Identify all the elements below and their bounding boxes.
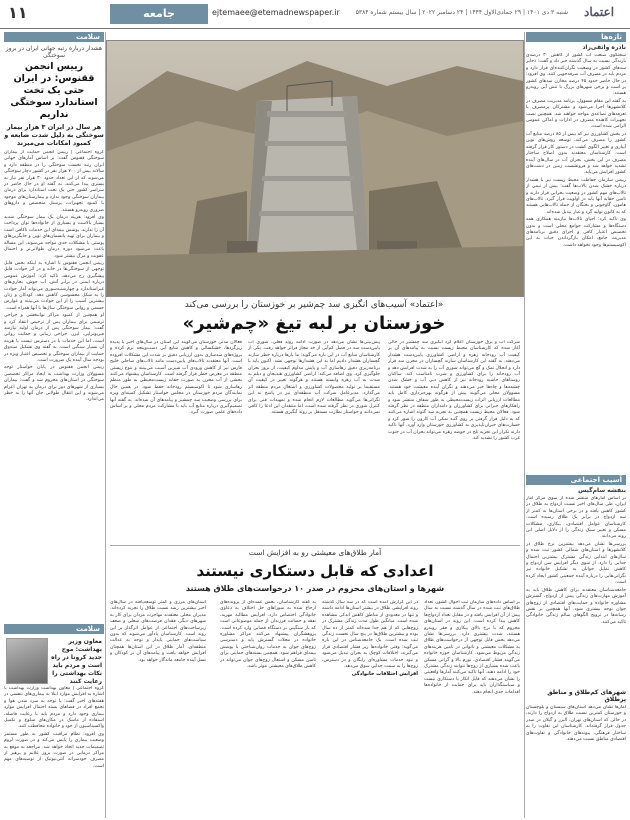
right-article-body [526,53,626,471]
bottom-article-col-d: استان‌های مرزی و کمتر توسعه‌یافته در سال‌های اخیر بیشترین رشد نسبت طلاق را تجربه کرده‌اند. مدیران محلی معتقدند مهاجرت مردان برای کار به شهرهای دیگر، فقدان فرصت‌های شغلی و ضعف زیرساخت‌های اجتماعی از عوامل اثرگذار بر این روند است. کارشناسان یادآور می‌شوند که بدون سیاست‌های حمایتی پایدار و توجه به عدالت منطقه‌ای، آمار طلاق در این استان‌ها همچنان افزایش خواهد یافت و پیامدهای آن بر کودکان و نسل آینده جامعه ماندگار خواهد بود. [110,600,206,663]
right-section-bar-2: آسیب اجتماعی [526,475,626,485]
column-divider [524,32,525,818]
bottom-headline: اعدادی که قابل دستکاری نیستند [196,562,434,580]
paragraph: جامعه‌شناسان معتقدند برای کاهش طلاق باید به آموزش مهارت‌های زندگی پیش از ازدواج، گسترش مشاوره خانواده و حمایت‌های اقتصادی از زوج‌های جوان توجه بیشتری شود. آنها همچنین بر نقش رسانه‌ها در ترویج الگوهای سالم زندگی خانوادگی تاکید می‌کنند. [526,587,626,625]
left-section-bar-2: سلامت [4,624,104,634]
left-article-body-2 [4,686,104,806]
paragraph: او همچنین از کمبود مراکز توانبخشی و جراحی ترمیمی برای بیماران پس از ترخیص انتقاد کرد و گفت: بیمار سوختگی پس از درمان اولیه نیازمند فیزیوتراپی، لیزر، جراحی زیبایی و حمایت روانی است، اما این خدمات یا در دسترس نیست یا هزینه آن بسیار سنگین است. به گفته وی تشکیل صندوق حمایت از بیماران سوختگی و تخصیص اعتبار ویژه در بودجه سال آینده یک ضرورت است. [4,313,104,363]
left-quote: معاون وزیر بهداشت: موج جدید کرونا در راه است و مردم باید نکات بهداشتی را رعایت کنند [51,638,102,685]
page-header [0,0,630,29]
right-article-body-3: آمارها نشان می‌دهد استان‌های سیستان و بلوچستان و خوزستان کمترین نسبت طلاق به ازدواج را دارند، در حالی که استان‌های تهران، البرز و گیلان در صدر جدول قرار گرفته‌اند. کارشناسان این تفاوت را به ساختار فرهنگی، پیوندهای خانوادگی و تفاوت‌های اقتصادی مناطق نسبت می‌دهند. [526,705,626,743]
main-article-col-middle: پیش‌بینی‌ها نشان می‌دهد در صورت ادامه روند فعلی، شوری آب پایین‌دست سد در فصل کم‌آبی از حد مجاز فراتر خواهد رفت. یکی از کارشناسان منابع آب در این باره می‌گوید: ما بارها درباره خطر سازند گچساران هشدار دادیم اما به این هشدارها توجهی نشد. اکنون باید با برنامه‌ریزی دقیق رهاسازی آب و پایش مداوم کیفیت، از بروز بحران جلوگیری کرد. وی اضافه می‌کند: اراضی کشاورزی هندیجان و دیلم به شدت به آب زهره وابسته هستند و هرگونه تغییر در کیفیت آن مستقیما بر تولید محصولات کشاورزی و اشتغال مردم منطقه اثر می‌گذارد. مدیرعامل شرکت آب منطقه‌ای نیز در پاسخ به این نگرانی‌ها می‌گوید مطالعات لازم انجام شده و تمهیدات فنی برای کنترل شوری در نظر گرفته شده است، اما منتقدان این ادعا را کافی نمی‌دانند و خواستار نظارت مستقل بر روند آبگیری هستند. [248,340,380,416]
paragraph: سخنگوی صنعت آب کشور از کاهش ۳۰ درصدی بارندگی نسبت به سال گذشته خبر داد و گفت: ذخایر سدهای کشور در وضعیت نگران‌کننده‌ای قرار دارد و مردم باید در مصرف آب صرفه‌جویی کنند. وی افزود: در حال حاضر حدود ۴۵ درصد مخازن سدهای کشور پر است و برخی شهرهای بزرگ با تنش آبی روبه‌رو هستند. [526,53,626,97]
paragraph: وی تاکید کرد: احیای تالاب‌ها نیازمند همکاری همه دستگاه‌ها و مشارکت جوامع محلی است و بدون تخصیص اعتبار کافی و اجرای دقیق برنامه‌های مدیریت جامع، امکان بازگرداندن حیات به این اکوسیستم‌ها وجود نخواهد داشت. [526,217,626,248]
main-article-col-left: فعالان مدنی خوزستان می‌گویند این استان در سال‌های اخیر با پدیده ریزگردها، خشکسالی و کاهش منابع آبی دست‌وپنجه نرم کرده و پروژه‌های سدسازی بدون ارزیابی دقیق بر شدت این مشکلات افزوده است. آنها معتقدند تالاب‌های پایین‌دست مانند تالاب‌های ساحلی خلیج فارس نیز از کاهش ورودی آب شیرین آسیب می‌بینند و تنوع زیستی منطقه در معرض خطر قرار گرفته است. کارشناسان پیشنهاد می‌کنند بخشی از آب مخزن به صورت حقابه زیست‌محیطی به طور منظم رهاسازی شود تا اکوسیستم رودخانه حفظ شود. در همین حال نمایندگان مردم خوزستان در مجلس خواستار تشکیل کمیته‌ای ویژه برای بررسی وضعیت سد چمشیر و پیامدهای آن شده‌اند. به گفته آنها تصمیم‌گیری درباره منابع آب باید با مشارکت مردم محلی و بر اساس داده‌های علمی صورت گیرد. [110,340,242,416]
paragraph: به گفته این مقام مسوول، برنامه مدیریت مصرف در کلانشهرها اجرا می‌شود و مشترکان پرمصرف با تعرفه‌های تصاعدی مواجه خواهند شد. همچنین نصب تجهیزات کاهنده مصرف در ادارات و اماکن عمومی الزامی شده است. [526,98,626,130]
paragraph: رییس انجمن ققنوس با اشاره به اینکه بخش قابل توجهی از سوختگی‌ها در خانه و در اثر حوادث قابل پیشگیری رخ می‌دهد، تاکید کرد: آموزش عمومی درباره ایمنی در برابر آتش، آب جوش، بخاری‌های غیراستاندارد و چهارشنبه‌سوری می‌تواند آمار حوادث را به شکل محسوسی کاهش دهد. کودکان و زنان بیشترین آسیب را از این حوادث می‌بینند و عوارض جسمی و روانی سوختگی سال‌ها با آنها همراه است. [4,260,104,311]
left-column [4,32,104,818]
right-author-2: بنفشه سام‌گیس [578,487,626,494]
left-kicker: هشدار درباره رتبه جهانی ایران در بروز سوختگی [5,45,103,59]
section-email[interactable]: ejtemaee@etemadnewspaper.ir [212,8,340,17]
bottom-article-col-b [322,600,418,816]
right-section-bar: تازه‌ها [526,32,626,42]
story-divider [110,545,520,546]
newspaper-logo: اعتماد [583,5,615,19]
left-headline: رییس انجمن ققنوس: در ایران حتی یک تخت استاندارد سوختگی نداریم [10,61,98,120]
left-subhead: هر سال در ایران ۳ هزار بیمار سوختگی به دلیل شدت ضایعه و کمبود امکانات می‌میرند [4,123,104,147]
right-subhead: شهرهای کم‌طلاق و مناطق پرطلاق [547,689,626,703]
paragraph: وی افزود: نظام مراقبت کشور به طور مستمر وضعیت بیماری را پایش می‌کند و در صورت لزوم تصمیمات جدید اتخاذ خواهد شد. مراجعه به موقع به مراکز درمانی در صورت بروز علایم و پرهیز از مصرف خودسرانه آنتی‌بیوتیک از توصیه‌های مهم است. [4,731,104,769]
paragraph: در بخش کشاورزی نیز که بیش از ۸۵ درصد منابع آب کشور را مصرف می‌کند، توسعه روش‌های نوین آبیاری و تغییر الگوی کشت در دستور کار قرار گرفته است. کارشناسان معتقدند بدون اصلاح ساختار مصرف در این بخش، بحران آب در سال‌های آینده تشدید خواهد شد و فرونشست زمین در دشت‌های کشور افزایش می‌یابد. [526,131,626,176]
left-article-body [4,150,104,620]
paragraph: وی افزود: هزینه درمان یک بیمار سوختگی شدید بسیار بالاست و بسیاری از خانواده‌ها توان پرداخت آن را ندارند. پوشش بیمه‌ای این خدمات ناکافی است و بیماران برای تهیه پانسمان‌های نوین و جایگزین‌های پوستی با مشکلات جدی مواجه می‌شوند. این مساله باعث می‌شود دوره درمان طولانی‌تر و احتمال عفونت و مرگ بیشتر شود. [4,215,104,259]
right-author: نادره واثقی‌راد [582,44,626,51]
main-article-col-right: شرکت آب و برق خوزستان اعلام کرد آبگیری سد چمشیر در حالی آغاز شده که کارشناسان محیط زیست نسبت به پیامدهای آن بر کیفیت آب رودخانه زهره و اراضی کشاورزی پایین‌دست هشدار می‌دهند. به گفته این کارشناسان سازند گچساران در مخزن سد قرار دارد و انحلال نمک و گچ می‌تواند شوری آب را به شدت افزایش دهد و آب رودخانه را برای کشاورزی و شرب نامناسب کند. ساکنان روستاهای حاشیه رودخانه نیز از کاهش دبی آب و خشک شدن چشمه‌ها و چاه‌ها خبر می‌دهند و نگران آینده معیشت خود هستند. مسوولان محلی می‌گویند پیش از هرگونه بهره‌برداری کامل باید مطالعات ارزیابی اثرات زیست‌محیطی به طور شفاف منتشر شود و راهکارهای جبرانی برای کشاورزان و دامداران منطقه در نظر گرفته شود. فعالان محیط زیست همچنین به تجربه سد گتوند اشاره می‌کنند که به دلیل قرار گرفتن بر روی گنبد نمکی آب کارون را شور کرد و خسارت‌های جبران‌ناپذیری به کشاورزی خوزستان وارد آورد. آنها تاکید دارند تکرار این تجربه تلخ در حوضه زهره می‌تواند بحران آب در جنوب غرب کشور را تشدید کند. [388,340,520,442]
issue-date: شنبه ۳ دی ۱۴۰۱ | ۲۹ جمادی‌الاول ۱۴۴۴ | ۲۴ دسامبر ۲۰۲۲ | سال بیستم شماره ۵۳۸۴ [355,9,568,16]
paragraph: گروه اجتماعی | رییس انجمن حمایت از بیماران سوختگی ققنوس گفت: بر اساس آمارهای جهانی ایران رتبه نخست سوختگی را در منطقه دارد و سالانه بیش از ۷۰۰ هزار نفر در کشور دچار سوختگی می‌شوند که از این تعداد حدود ۳۰ هزار نفر نیاز به بستری پیدا می‌کنند. به گفته او در حال حاضر در سراسر کشور حتی یک تخت استاندارد برای درمان بیماران سوختگی وجود ندارد و بیمارستان‌های موجود با کمبود تجهیزات، پرسنل متخصص و داروهای ضروری روبه‌رو هستند. [4,150,104,213]
right-column [526,32,626,818]
paragraph: رییس انجمن ققنوس در پایان خواستار توجه مسوولان وزارت بهداشت به ایجاد مراکز تخصصی سوختگی در استان‌های محروم شد و گفت: بیماران بسیاری از شهرهای دور برای درمان به تهران اعزام می‌شوند و این انتقال طولانی جان آنها را به خطر می‌اندازد. [4,365,104,403]
paragraph: بررسی‌ها نشان می‌دهد بیشترین نرخ طلاق در کلانشهرها و استان‌های شمالی کشور ثبت شده و سال‌های ابتدایی زندگی مشترک بیشترین احتمال جدایی را دارد. از سوی دیگر افزایش سن ازدواج و کاهش تمایل جوانان به تشکیل خانواده نیز نگرانی‌هایی را درباره آینده جمعیتی کشور ایجاد کرده است. [526,541,626,586]
bottom-article-col-c: به گفته کارشناسان، بخش عمده‌ای از پرونده‌های ارجاع شده به شوراهای حل اختلاف به دعاوی خانوادگی اختصاص دارد. افزایش مطالبه مهریه، نفقه و حضانت فرزندان از جمله موضوعاتی است که بار سنگینی بر دستگاه قضایی وارد کرده است. پژوهشگران پیشنهاد می‌کنند مراکز مشاوره خانواده در محلات گسترش یابد و دسترسی زوج‌های جوان به خدمات روان‌شناختی با پوشش بیمه‌ای فراهم شود. همچنین بسته‌های حمایتی برای تامین مسکن و اشتغال زوج‌های جوان می‌تواند در کاهش طلاق‌های معیشتی موثر باشد. [220,600,316,670]
section-tab: جامعه [110,4,208,24]
paragraph: رییس سازمان حفاظت محیط زیست نیز با هشدار درباره خشک شدن تالاب‌ها گفت: بیش از نیمی از تالاب‌های مهم کشور در وضعیت بحرانی قرار دارند و تامین حقابه آنها باید در اولویت قرار گیرد. تالاب‌های هامون، گاوخونی و بختگان از جمله تالاب‌هایی هستند که به کانون تولید گرد و غبار تبدیل شده‌اند. [526,177,626,215]
bottom-kicker: آمار طلاق‌های معیشتی رو به افزایش است [248,548,382,557]
main-headline: خوزستان بر لبه تیغ «چم‌شیر» [182,313,446,334]
paragraph: گروه اجتماعی | معاون بهداشت وزارت بهداشت با اشاره به افزایش موارد ابتلا به بیماری‌های تنفسی در هفته‌های اخیر گفت: با توجه به سرد شدن هوا و تجمع افراد در فضاهای بسته احتمال افزایش موارد بیماری وجود دارد و مردم باید با رعایت فاصله، استفاده از ماسک در مکان‌های شلوغ و تکمیل واکسیناسیون از خود و خانواده محافظت کنند. [4,686,104,730]
left-section-bar: سلامت [4,32,104,42]
bottom-article-col-a: بر اساس داده‌های سازمان ثبت احوال کشور، تعداد طلاق‌های ثبت شده در سال گذشته نسبت به سال پیش از آن افزایش یافته و در مقابل تعداد ازدواج‌ها کاهش پیدا کرده است. این روند در استان‌های محروم که با نرخ بالای بیکاری و فقر روبه‌رو هستند، شدت بیشتری دارد. بررسی‌ها نشان می‌دهد بخش قابل توجهی از درخواست‌های طلاق به مشکلات معیشتی و ناتوانی در تامین هزینه‌های زندگی مربوط می‌شود. کارشناسان حوزه خانواده می‌گویند فشار اقتصادی، تورم بالا و گرانی مسکن باعث شده بسیاری از زوج‌ها نتوانند زندگی مشترک خود را ادامه دهند. آنها تاکید می‌کنند آمارها واقعیتی را نشان می‌دهند که قابل انکار یا دستکاری نیست و سیاستگذاران باید برای حمایت از خانواده‌ها اقدامات جدی انجام دهند. [424,600,520,695]
main-kicker: «اعتماد» آسیب‌های انگیزی سد چم‌شیر بر خوزستان را بررسی می‌کند [184,300,444,310]
dam-photo-illustration [107,41,523,296]
inline-subhead: افزایش اختلافات خانوادگی [351,671,418,678]
bottom-subhead: شهرها و استان‌های محروم در صدر ۱۰ درخواست‌های طلاق هستند [185,584,445,593]
paragraph: در این گزارش آمده است که در سه سال گذشته روند افزایشی طلاق در بیشتر استان‌ها ادامه داشته و تنها در معدودی از مناطق کاهش اندکی مشاهده شده است. میانگین طول مدت زندگی مشترک در زوج‌هایی که از هم جدا شده‌اند کمتر از ده سال بوده و بیشترین طلاق‌ها در پنج سال نخست زندگی ثبت شده است. یک جامعه‌شناس در این باره می‌گوید: وقتی خانواده‌ها زیر فشار اقتصادی قرار می‌گیرند، اختلافات کوچک به بحران تبدیل می‌شود و نبود خدمات مشاوره‌ای رایگان و در دسترس، زوج‌ها را به سمت جدایی سوق می‌دهد. [322,600,418,670]
dam-photo [106,40,524,297]
paragraph: بر اساس آمارهای منتشر شده از سوی مرکز آمار ایران، طی سال‌های اخیر نسبت ازدواج به طلاق در کشور کاهش یافته و در برخی استان‌ها به کمتر از سه ازدواج در برابر یک طلاق رسیده است. کارشناسان عوامل اقتصادی، بیکاری، مشکلات مسکن و تغییر سبک زندگی را از دلایل اصلی این روند می‌دانند. [526,496,626,540]
left-quote-box [4,634,104,686]
page-number: ۱۱ [8,3,28,22]
portrait-photo [6,638,48,684]
right-article-body-2 [526,496,626,686]
